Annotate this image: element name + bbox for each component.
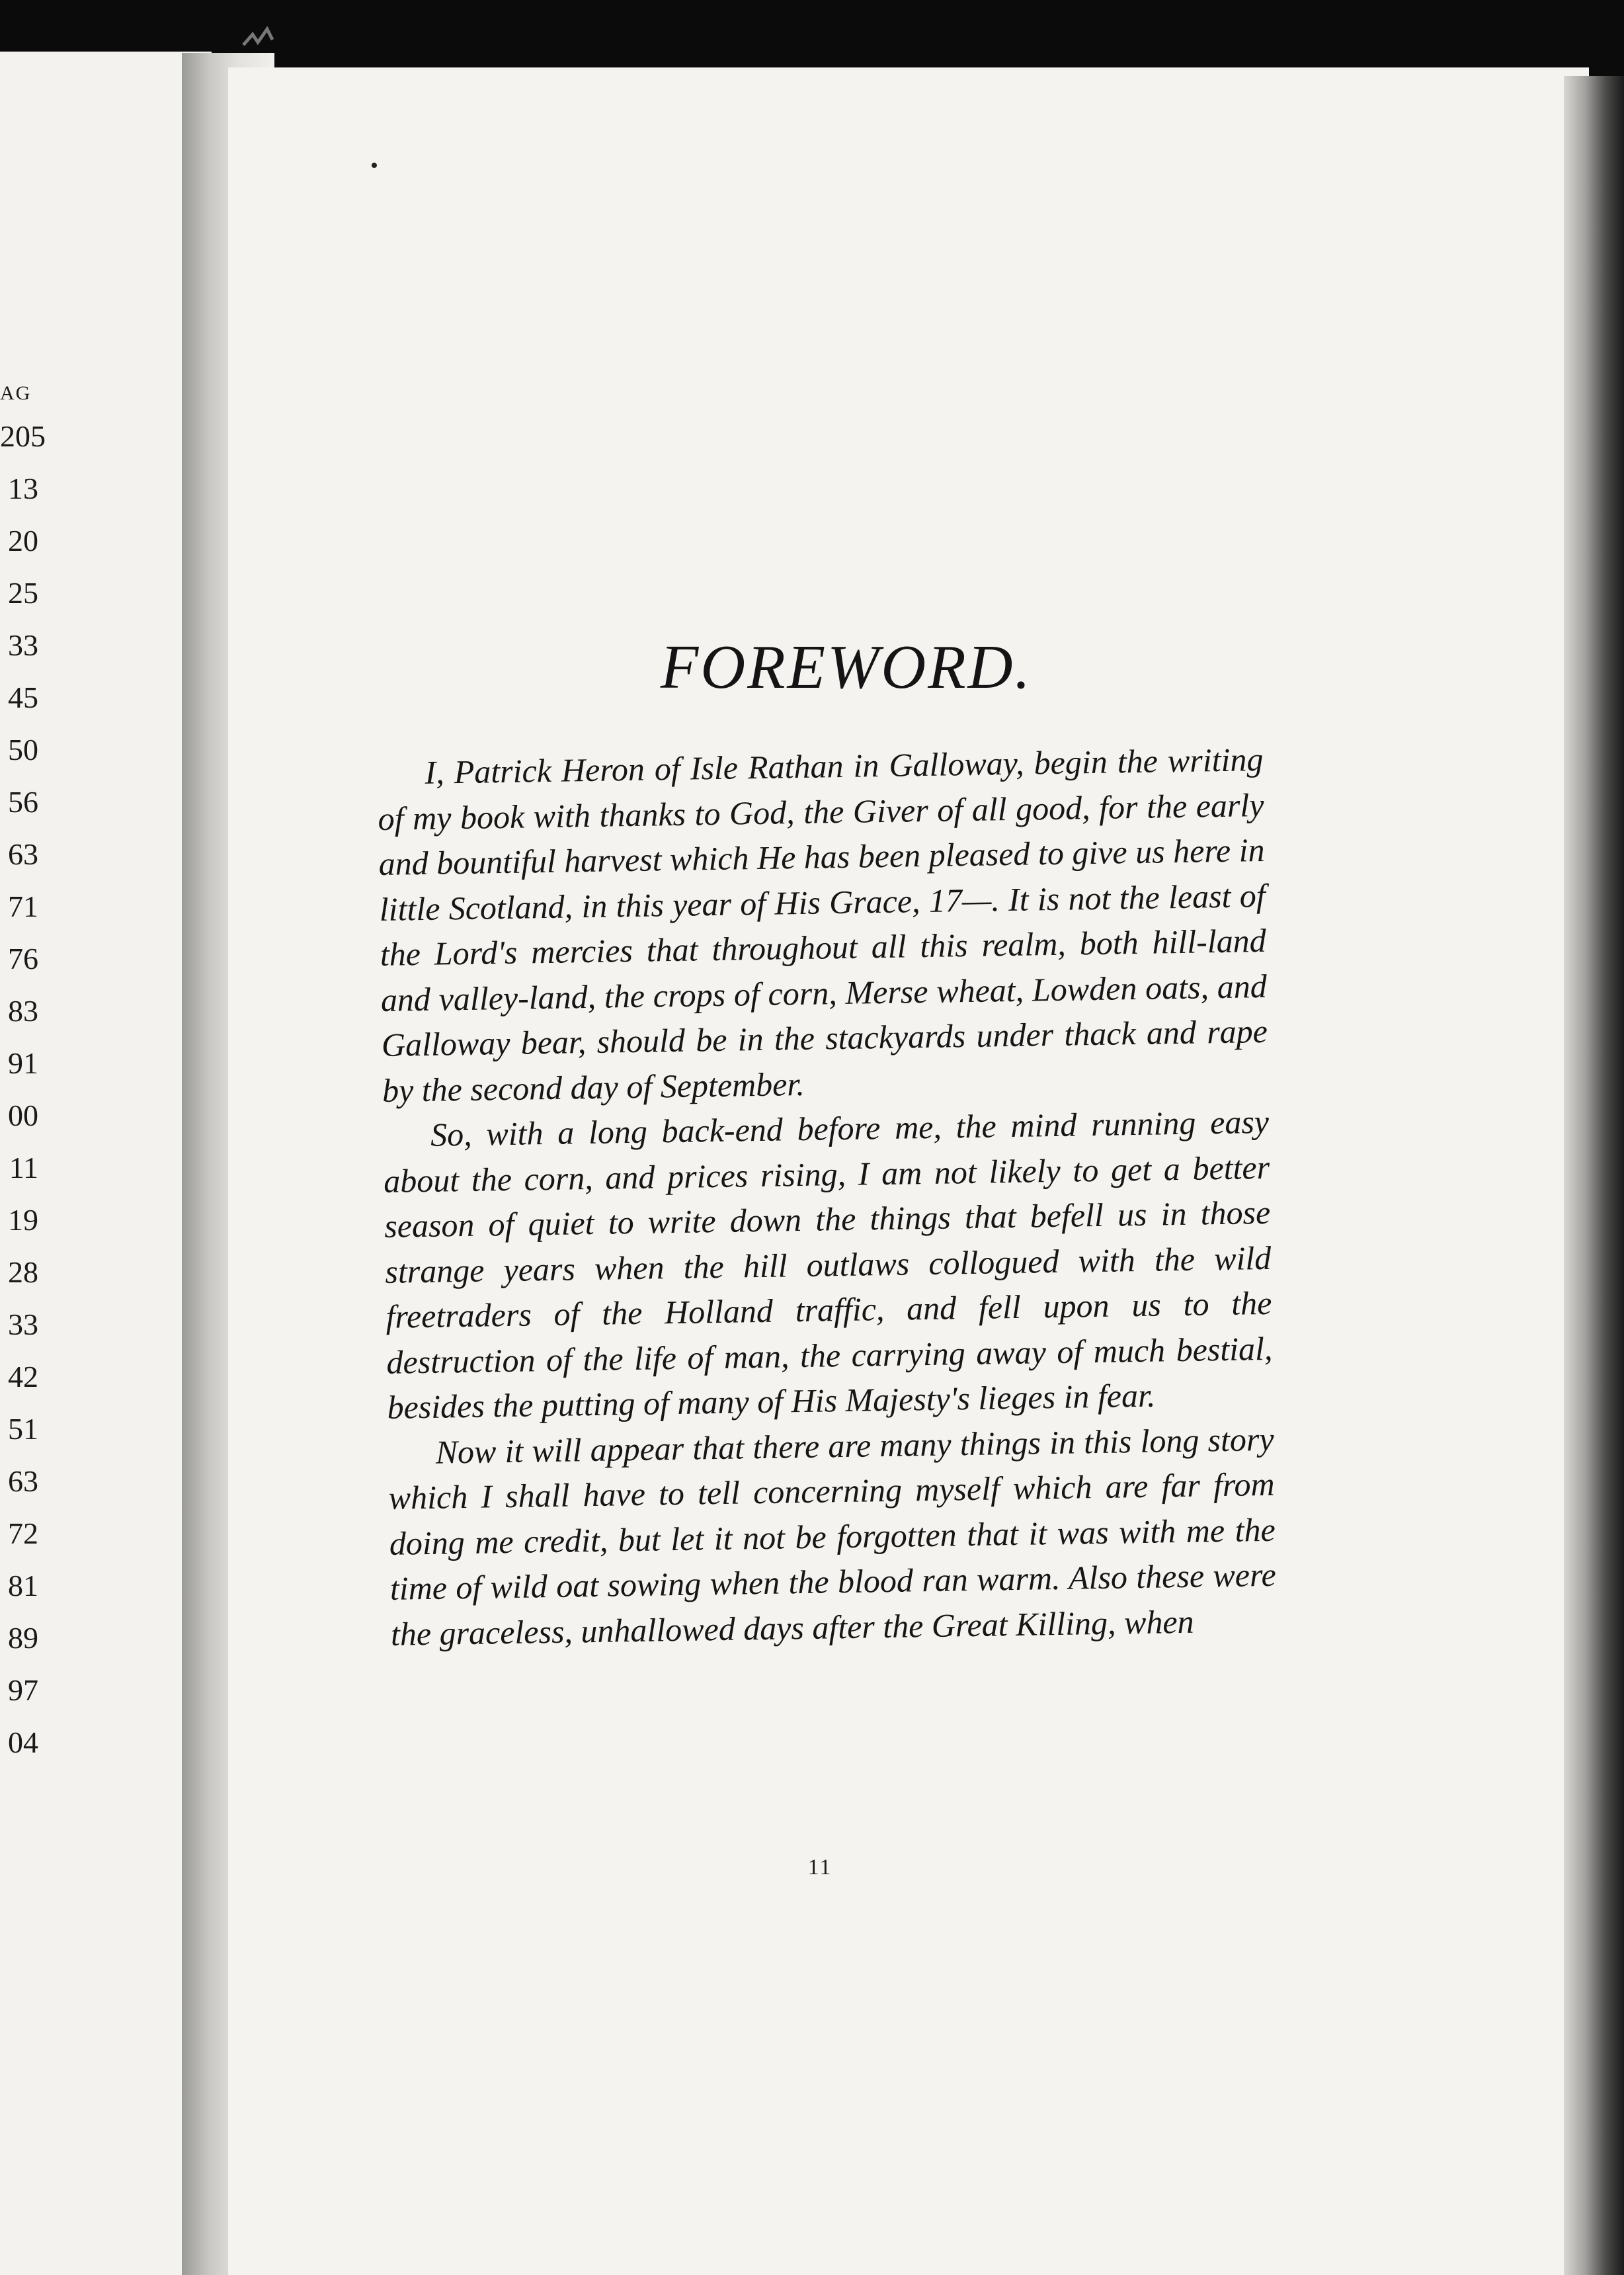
scan-mark-icon	[238, 20, 284, 60]
contents-page-number: 71	[8, 889, 38, 923]
contents-page-number: 04	[8, 1725, 38, 1759]
contents-page-number: 91	[8, 1046, 38, 1080]
contents-page-numbers	[0, 377, 53, 1768]
contents-page-number: 45	[8, 681, 38, 714]
contents-page-number: 56	[8, 785, 38, 819]
foreword-paragraph: Now it will appear that there are many things in this long story which I shall have to tell concerning myself which are far from doing me credit, but let it not be forgotten that it was with me the time of wild oat sowing when the blood ran warm. Also these were the graceless, unhallowed days after the Great Killing, when	[388, 1420, 1277, 1653]
ink-speck-mark: •	[370, 153, 378, 178]
contents-page-number: 28	[8, 1255, 38, 1289]
foreword-paragraph: So, with a long back-end before me, the mind running easy about the corn, and prices rising, I am not likely to get a better season of quiet to write down the things that befell us in those strange years when the hill outlaws collogued with the wild freetraders of the Holland traffic, and fell upon us to the destruction of the life of man, the carrying away of much bestial, besides the putting of many of His Majesty's lieges in fear.	[383, 1102, 1273, 1426]
contents-page-number: 81	[8, 1569, 38, 1602]
contents-page-number: 33	[8, 1307, 38, 1341]
contents-page-number: 63	[8, 1464, 38, 1498]
contents-page-number: 72	[8, 1516, 38, 1550]
contents-page-number: 11	[9, 1151, 38, 1184]
contents-page-number: 33	[8, 628, 38, 662]
foreword-body	[377, 737, 1277, 1657]
page-number: 11	[807, 1855, 832, 1880]
contents-page-number: 42	[8, 1360, 38, 1393]
contents-header-fragment: AG	[0, 382, 32, 404]
contents-page-number: 19	[8, 1203, 38, 1237]
contents-page-number: 76	[8, 942, 38, 975]
contents-page-number: 83	[8, 994, 38, 1028]
contents-page-number: 00	[8, 1098, 38, 1132]
contents-page-number: 63	[8, 837, 38, 871]
foreword-paragraph: I, Patrick Heron of Isle Rathan in Galloway, begin the writing of my book with thanks to God, the Giver of all good, for the early and bountiful harvest which He has been pleased to give us here in little Scotland, in this year of His Grace, 17—. It is not the least of the Lord's mercies that throughout all this realm, both hill-land and valley-land, the crops of corn, Merse wheat, Lowden oats, and Galloway bear, should be in the stackyards under thack and rape by the second day of September.	[378, 740, 1268, 1109]
contents-page-number: 205	[0, 419, 46, 453]
contents-page-number: 25	[8, 576, 38, 610]
contents-page-number: 13	[8, 472, 38, 505]
contents-page-number: 97	[8, 1673, 38, 1707]
contents-page-number: 20	[8, 524, 38, 558]
page-title: FOREWORD.	[660, 633, 1033, 702]
contents-page-number: 50	[8, 733, 38, 766]
contents-page-number: 51	[8, 1412, 38, 1446]
page-edge-shadow	[1564, 76, 1624, 2275]
contents-page-number: 89	[8, 1621, 38, 1655]
